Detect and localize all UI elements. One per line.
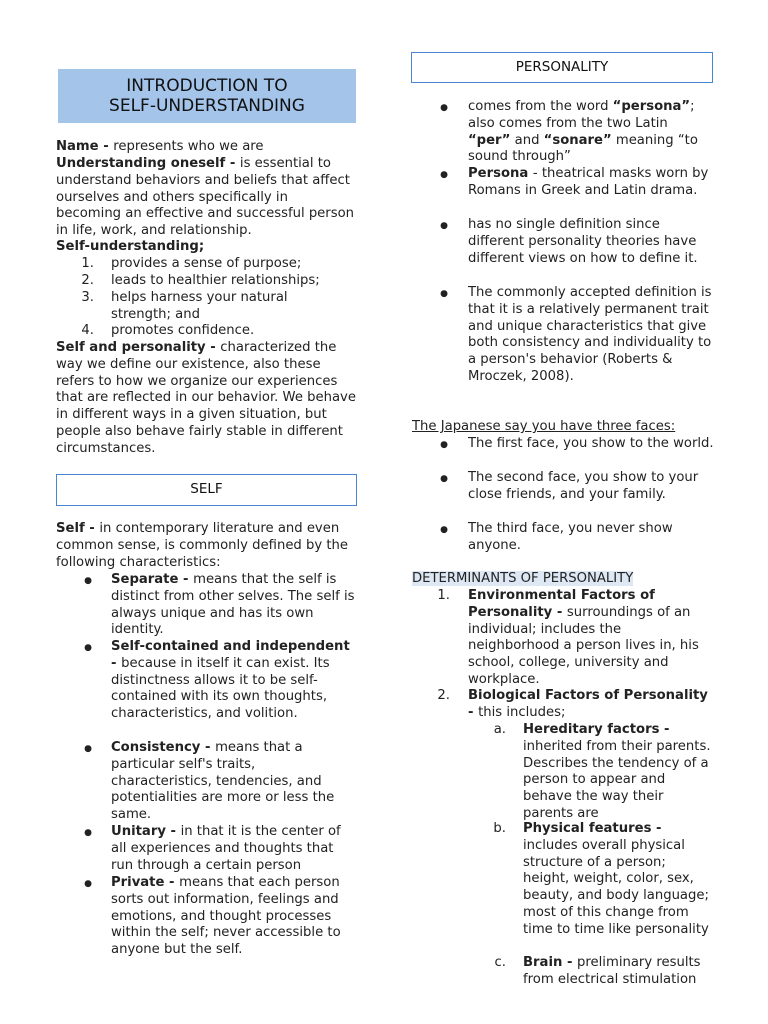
- keyword: “per”: [468, 132, 511, 148]
- list-letter: c.: [494, 955, 506, 970]
- text-span: ; also comes from the two Latin: [468, 99, 695, 131]
- characteristic-term: Self-contained and independent -: [111, 639, 350, 671]
- subfactor-definition: preliminary results from electrical stimulation: [523, 955, 701, 987]
- determinant-definition: surroundings of an individual; includes the neighborhood a person lives in, his school, college, university and workplace.: [468, 604, 699, 687]
- characteristic-term: Separate -: [111, 572, 194, 587]
- bullet-icon: [438, 217, 448, 235]
- bullet-icon: [82, 875, 92, 893]
- determinants-heading-text: DETERMINANTS OF PERSONALITY: [412, 571, 634, 586]
- list-text: [523, 955, 715, 989]
- three-faces-heading: The Japanese say you have three faces:: [412, 419, 676, 434]
- text-span: meaning “to sound through”: [468, 132, 698, 165]
- bullet-icon: [438, 166, 448, 184]
- characteristic-definition: because in itself it can exist. Its distinctness allows it to be self-contained with its own thoughts, characteristics, and volition.: [111, 655, 330, 722]
- list-text: [111, 824, 359, 874]
- text-span: and: [510, 132, 544, 148]
- list-text: [468, 588, 714, 689]
- self-paragraph: [56, 521, 354, 571]
- list-number: 4.: [81, 323, 94, 338]
- persona-term: Persona: [468, 166, 533, 181]
- list-text: [523, 722, 713, 823]
- list-number: 1.: [437, 588, 450, 603]
- characteristic-term: Unitary -: [111, 824, 181, 839]
- bullet-icon: [438, 436, 448, 454]
- determinants-heading: [412, 571, 633, 588]
- determinant-term: Environmental Factors of Personality -: [468, 588, 655, 620]
- characteristic-definition: in that it is the center of all experiences and thoughts that run through a certain person: [111, 824, 341, 873]
- list-text: [111, 740, 356, 824]
- self-personality-term: Self and personality -: [56, 340, 221, 355]
- self-understanding-heading: Self-understanding;: [56, 239, 205, 254]
- title-line-2: SELF-UNDERSTANDING: [109, 96, 305, 116]
- bullet-icon: [438, 521, 448, 539]
- bullet-icon: [82, 740, 92, 758]
- understanding-definition: is essential to understand behaviors and beliefs that affect ourselves and others specifically in becoming an effective and successful person in life, work, and relationship.: [56, 156, 355, 239]
- understanding-paragraph: [56, 156, 356, 240]
- list-text: The commonly accepted definition is that it is a relatively permanent trait and unique characteristics that give both consistency and individuality to a person's behavior (Roberts & Mroczek, 2008).: [468, 285, 712, 384]
- list-text: helps harness your natural strength; and: [111, 290, 288, 322]
- self-personality-paragraph: [56, 340, 356, 458]
- understanding-term: Understanding oneself -: [56, 156, 240, 171]
- characteristic-definition: means that each person sorts out information, feelings and emotions, and thought processes within the self; never accessible to anyone but the self.: [111, 875, 341, 958]
- keyword: “sonare”: [543, 132, 612, 148]
- personality-section-header: PERSONALITY: [411, 52, 713, 83]
- self-definition: in contemporary literature and even common sense, is commonly defined by the following characteristics:: [56, 521, 348, 570]
- characteristic-term: Private -: [111, 875, 180, 890]
- characteristic-definition: means that the self is distinct from other selves. The self is always unique and has its own identity.: [111, 572, 355, 638]
- self-section-header: SELF: [56, 474, 357, 506]
- list-text: leads to healthier relationships;: [111, 273, 320, 288]
- list-text: [111, 639, 359, 723]
- name-term: Name -: [56, 139, 114, 154]
- name-paragraph: [56, 139, 358, 156]
- bullet-icon: [82, 572, 92, 590]
- keyword: “persona”: [612, 99, 691, 114]
- page-title: [58, 69, 356, 123]
- list-text: [111, 875, 359, 959]
- characteristic-term: Consistency -: [111, 740, 216, 755]
- list-letter: b.: [493, 821, 506, 836]
- subfactor-term: Hereditary factors -: [523, 722, 670, 737]
- list-text: [468, 166, 714, 200]
- subfactor-definition: inherited from their parents. Describes the tendency of a person to appear and behave the way their parents are: [523, 738, 711, 821]
- list-text: [468, 99, 714, 166]
- self-personality-definition: characterized the way we define our existence, also these refers to how we organize our experiences that are reflected in our behavior. We behave in different ways in a given situation, but people also behave fairly stable in different circumstances.: [56, 340, 356, 456]
- subfactor-definition: includes overall physical structure of a person; height, weight, color, sex, beauty, and body language; most of this change from time to time like personality: [523, 837, 709, 937]
- list-number: 2.: [81, 273, 94, 288]
- list-text: promotes confidence.: [111, 323, 255, 338]
- list-letter: a.: [493, 722, 506, 737]
- characteristic-definition: means that a particular self's traits, characteristics, tendencies, and potentialities are more or less the same.: [111, 740, 335, 823]
- list-text: has no single definition since different personality theories have different views on how to define it.: [468, 217, 698, 266]
- text-span: comes from the word: [468, 99, 613, 114]
- list-text: The first face, you show to the world.: [468, 436, 714, 451]
- bullet-icon: [82, 639, 92, 657]
- bullet-icon: [438, 99, 448, 117]
- list-text: provides a sense of purpose;: [111, 256, 302, 271]
- subfactor-term: Brain -: [523, 955, 578, 970]
- list-number: 2.: [437, 688, 450, 703]
- bullet-icon: [82, 824, 92, 842]
- list-text: The second face, you show to your close friends, and your family.: [468, 470, 699, 502]
- bullet-icon: [438, 285, 448, 303]
- list-text: [468, 688, 716, 722]
- list-number: 1.: [81, 256, 94, 271]
- bullet-icon: [438, 470, 448, 488]
- name-definition: represents who we are: [113, 139, 264, 154]
- persona-definition: - theatrical masks worn by Romans in Greek and Latin drama.: [468, 166, 709, 198]
- title-line-1: INTRODUCTION TO: [126, 76, 288, 96]
- list-text: [523, 821, 713, 939]
- list-text: The third face, you never show anyone.: [468, 521, 673, 553]
- determinant-definition: this includes;: [478, 704, 566, 720]
- list-text: [111, 572, 359, 639]
- subfactor-term: Physical features -: [523, 821, 662, 836]
- self-term: Self -: [56, 521, 100, 536]
- determinant-term: Biological Factors of Personality -: [468, 688, 708, 720]
- list-number: 3.: [81, 290, 94, 305]
